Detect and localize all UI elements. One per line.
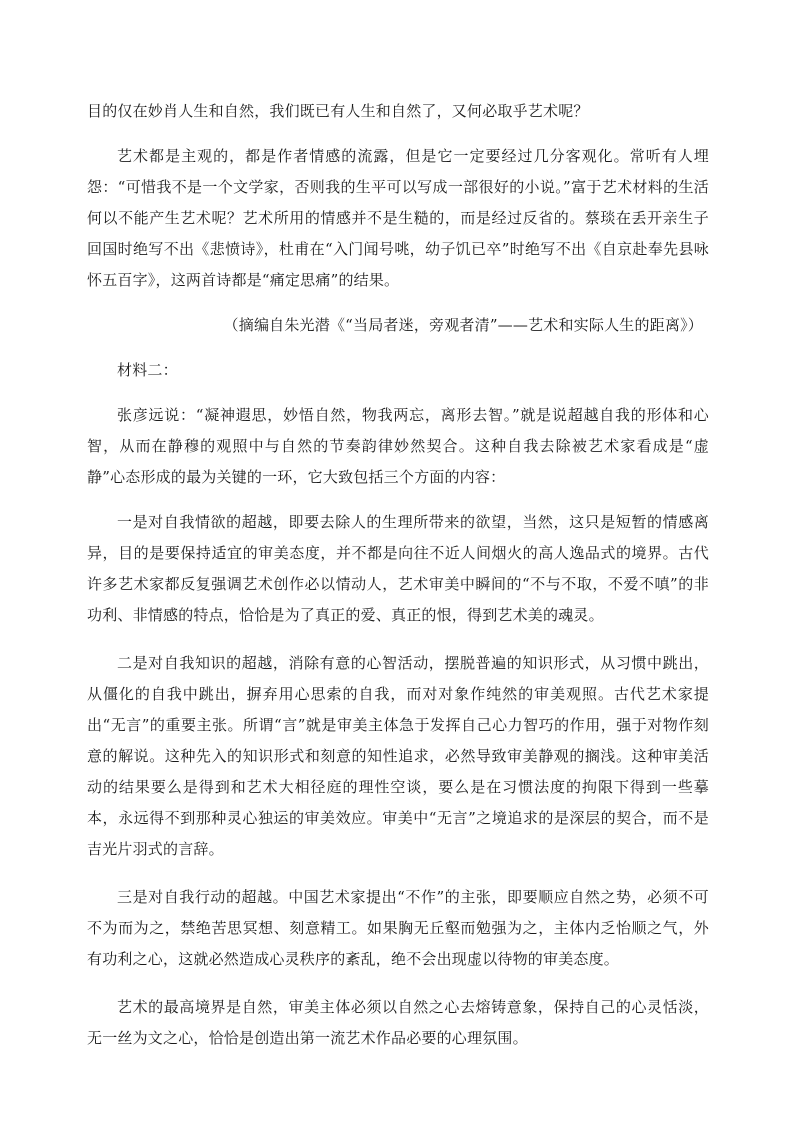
document-page — [87, 96, 709, 1054]
paragraph-zhang-yanyuan: 张彦远说：“凝神遐思，妙悟自然，物我两忘，离形去智。”就是说超越自我的形体和心智，从而在静穆的观照中与自然的节奏韵律妙然契合。这种自我去除被艺术家看成是“虚静”心态形成的最为关键的一环，它大致包括三个方面的内容： — [87, 406, 709, 486]
paragraph-art-subjective: 艺术都是主观的，都是作者情感的流露，但是它一定要经过几分客观化。常听有人埋怨：“可惜我不是一个文学家，否则我的生平可以写成一部很好的小说。”富于艺术材料的生活何以不能产生艺术呢？艺术所用的情感并不是生糙的，而是经过反省的。蔡琰在丢开亲生子回国时绝写不出《悲愤诗》，杜甫在“入门闻号咷，幼子饥已卒”时绝写不出《自京赴奉先县咏怀五百字》，这两首诗都是“痛定思痛”的结果。 — [87, 147, 709, 289]
material-two-label: 材料二： — [117, 361, 178, 379]
paragraph-point-one: 一是对自我情欲的超越，即要去除人的生理所带来的欲望，当然，这只是短暂的情感离异，目的是要保持适宜的审美态度，并不都是向往不近人间烟火的高人逸品式的境界。古代许多艺术家都反复强调艺术创作必以情动人，艺术审美中瞬间的“不与不取，不爱不嗔”的非功利、非情感的特点，恰恰是为了真正的爱、真正的恨，得到艺术美的魂灵。 — [87, 513, 709, 624]
source-citation: （摘编自朱光潜《“当局者迷，旁观者清”——艺术和实际人生的距离》） — [223, 316, 703, 334]
paragraph-point-two: 二是对自我知识的超越，消除有意的心智活动，摆脱普遍的知识形式，从习惯中跳出，从僵化的自我中跳出，摒弃用心思索的自我，而对对象作纯然的审美观照。古代艺术家提出“无言”的重要主张。所谓“言”就是审美主体急于发挥自己心力智巧的作用，强于对物作刻意的解说。这种先入的知识形式和刻意的知性追求，必然导致审美静观的搁浅。这种审美活动的结果要么是得到和艺术大相径庭的理性空谈，要么是在习惯法度的拘限下得到一些摹本，永远得不到那种灵心独运的审美效应。审美中“无言”之境追求的是深层的契合，而不是吉光片羽式的言辞。 — [87, 654, 709, 858]
paragraph-point-three: 三是对自我行动的超越。中国艺术家提出“不作”的主张，即要顺应自然之势，必须不可不为而为之，禁绝苦思冥想、刻意精工。如果胸无丘壑而勉强为之，主体内乏怡顺之气，外有功利之心，这就必然造成心灵秩序的紊乱，绝不会出现虚以待物的审美态度。 — [87, 888, 709, 968]
paragraph-continuation: 目的仅在妙肖人生和自然，我们既已有人生和自然了，又何必取乎艺术呢？ — [87, 102, 589, 120]
paragraph-conclusion: 艺术的最高境界是自然，审美主体必须以自然之心去熔铸意象，保持自己的心灵恬淡，无一丝为文之心，恰恰是创造出第一流艺术作品必要的心理氛围。 — [87, 998, 709, 1047]
